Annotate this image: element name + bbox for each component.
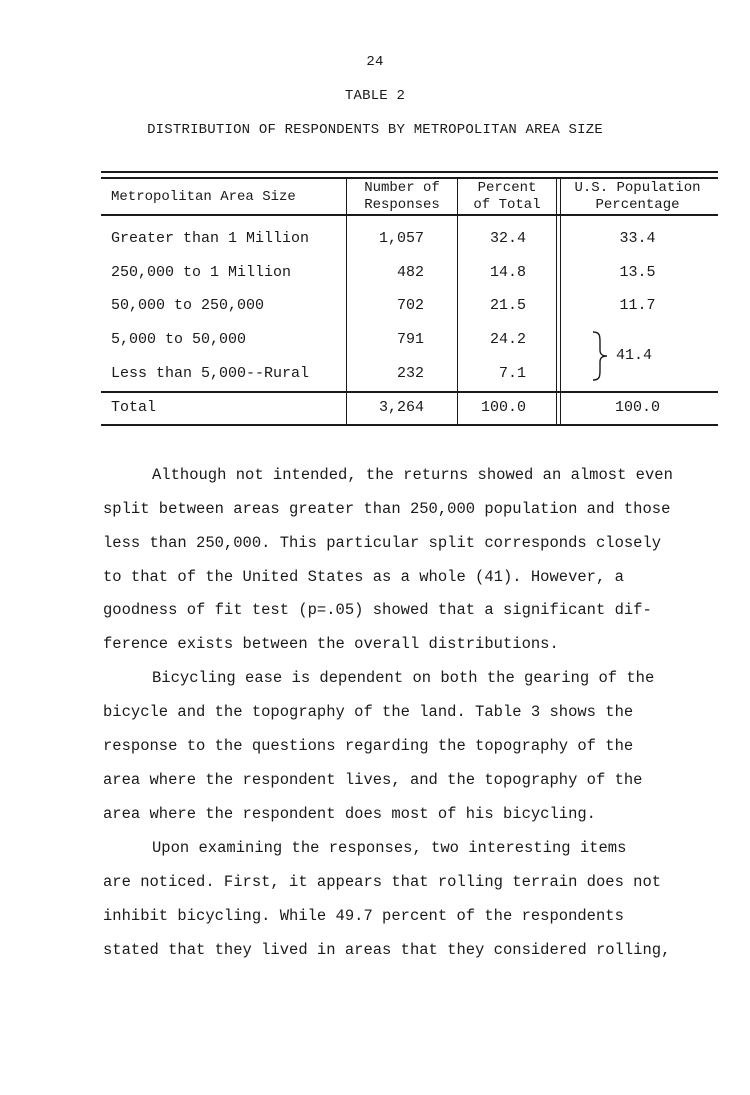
row-area-size: 250,000 to 1 Million xyxy=(111,264,292,281)
paragraph-line: Bicycling ease is dependent on both the gearing of the xyxy=(152,669,655,687)
paragraph-line: inhibit bicycling. While 49.7 percent of the respondents xyxy=(103,907,624,925)
total-responses: 3,264 xyxy=(378,399,424,416)
paragraph-line: less than 250,000. This particular split corresponds closely xyxy=(103,534,662,552)
row-area-size: Less than 5,000--Rural xyxy=(111,365,310,382)
total-us-percent: 100.0 xyxy=(614,399,660,416)
total-rule xyxy=(101,391,718,393)
row-area-size: 5,000 to 50,000 xyxy=(111,331,247,348)
total-label: Total xyxy=(111,399,157,416)
table-label: TABLE 2 xyxy=(344,88,406,104)
header-percent-line2: of Total xyxy=(473,197,541,213)
header-rule xyxy=(101,214,718,216)
row-percent: 32.4 xyxy=(489,230,526,247)
combined-us-percent: 41.4 xyxy=(616,347,653,364)
header-us-line2: Percentage xyxy=(595,197,680,213)
row-responses: 702 xyxy=(396,297,424,314)
row-percent: 14.8 xyxy=(489,264,526,281)
row-us-percent: 33.4 xyxy=(619,230,656,247)
paragraph-line: response to the questions regarding the topography of the xyxy=(103,737,634,755)
paragraph-line: goodness of fit test (p=.05) showed that a significant dif- xyxy=(103,601,652,619)
row-responses: 232 xyxy=(396,365,424,382)
table-top-rule xyxy=(101,171,718,173)
paragraph-line: split between areas greater than 250,000 population and those xyxy=(103,500,671,518)
row-us-percent: 13.5 xyxy=(619,264,656,281)
page-number: 24 xyxy=(366,54,384,70)
paragraph-line: area where the respondent does most of his bicycling. xyxy=(103,805,596,823)
table-bottom-rule xyxy=(101,424,718,426)
header-responses-line2: Responses xyxy=(364,197,440,213)
row-percent: 21.5 xyxy=(489,297,526,314)
header-us-population xyxy=(561,180,714,214)
row-percent: 24.2 xyxy=(489,331,526,348)
row-us-percent: 11.7 xyxy=(619,297,656,314)
header-percent-line1: Percent xyxy=(477,180,537,196)
curly-brace-icon xyxy=(590,330,612,382)
header-responses xyxy=(347,180,457,214)
paragraph-line: area where the respondent lives, and the topography of the xyxy=(103,771,643,789)
paragraph-line: Upon examining the responses, two interesting items xyxy=(152,839,627,857)
row-responses: 482 xyxy=(396,264,424,281)
row-area-size: Greater than 1 Million xyxy=(111,230,310,247)
row-area-size: 50,000 to 250,000 xyxy=(111,297,265,314)
paragraph-line: are noticed. First, it appears that rolling terrain does not xyxy=(103,873,662,891)
header-us-line1: U.S. Population xyxy=(574,180,701,196)
row-responses: 791 xyxy=(396,331,424,348)
table-title: DISTRIBUTION OF RESPONDENTS BY METROPOLITAN AREA SIZE xyxy=(147,122,603,138)
header-percent xyxy=(458,180,556,214)
table-top-rule-double xyxy=(101,177,718,179)
row-percent: 7.1 xyxy=(498,365,526,382)
header-responses-line1: Number of xyxy=(364,180,440,196)
header-area-size: Metropolitan Area Size xyxy=(111,189,296,205)
paragraph-line: stated that they lived in areas that they considered rolling, xyxy=(103,941,671,959)
paragraph-line: to that of the United States as a whole (41). However, a xyxy=(103,568,624,586)
total-percent: 100.0 xyxy=(480,399,526,416)
row-responses: 1,057 xyxy=(378,230,424,247)
paragraph-line: bicycle and the topography of the land. Table 3 shows the xyxy=(103,703,634,721)
paragraph-line: Although not intended, the returns showed an almost even xyxy=(152,466,673,484)
col-divider-3a xyxy=(556,178,557,425)
paragraph-line: ference exists between the overall distributions. xyxy=(103,635,559,653)
